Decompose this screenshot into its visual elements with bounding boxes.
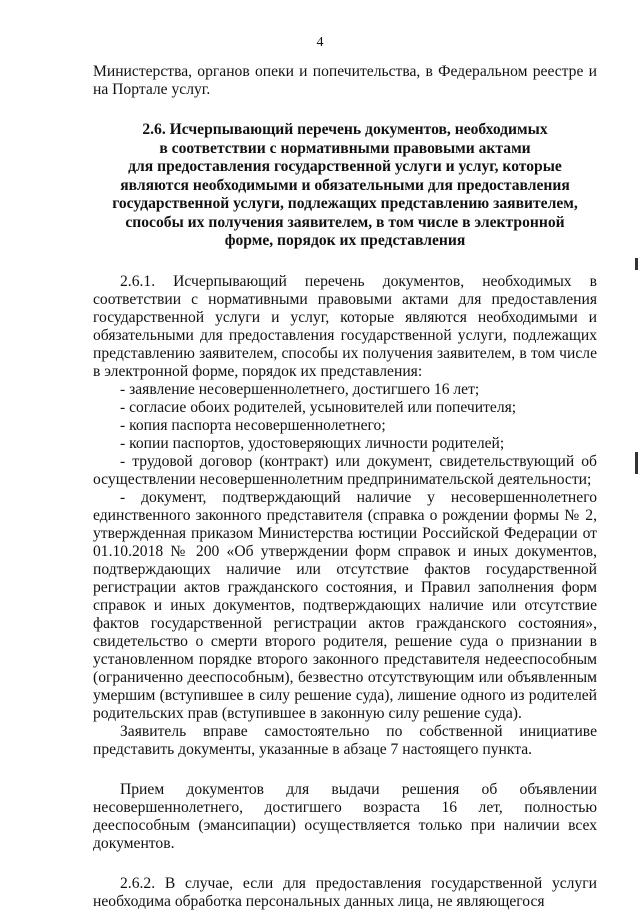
paragraph-2-6-2: 2.6.2. В случае, если для предоставления государственной услуги необходима обработка персональных данных лица, не являющегося — [93, 874, 597, 910]
list-item: - документ, подтверждающий наличие у несовершеннолетнего единственного законного представителя (справка о рождении формы № 2, утвержденная приказом Министерства юстиции Российской Федерации от 01.10.2018 № 200 «Об утверждении форм справок и иных документов, подтверждающих наличие или отсутствие фактов государственной регистрации актов гражданского состояния, и Правил заполнения форм справок и иных документов, подтверждающих наличие или отсутствие фактов государственной регистрации актов гражданского состояния», свидетельство о смерти второго родителя, решение суда о признании в установленном порядке второго законного представителя недееспособным (ограниченно дееспособным), безвестно отсутствующим или объявленным умершим (вступившее в силу решение суда), лишение одного из родителей родительских прав (вступившее в законную силу решение суда). — [93, 488, 597, 722]
list-item: - согласие обоих родителей, усыновителей или попечителя; — [120, 398, 517, 416]
heading-line: для предоставления государственной услуги и услуг, которые — [128, 158, 562, 175]
heading-line: форме, порядок их представления — [224, 232, 466, 249]
heading-line: в соответствии с нормативными правовыми актами — [159, 139, 531, 157]
heading-line: 2.6. Исчерпывающий перечень документов, необходимых — [142, 121, 548, 138]
document-body — [93, 63, 597, 911]
list-item: - трудовой договор (контракт) или документ, свидетельствующий об осуществлении несовершеннолетним предпринимательской деятельности; — [93, 452, 597, 488]
heading-line: государственной услуги, подлежащих представлению заявителем, — [112, 195, 578, 212]
heading-line: являются необходимыми и обязательными для предоставления — [120, 176, 570, 194]
list-item: - заявление несовершеннолетнего, достигшего 16 лет; — [120, 380, 480, 398]
list-item: - копия паспорта несовершеннолетнего; — [120, 416, 386, 434]
applicant-paragraph: Заявитель вправе самостоятельно по собственной инициативе представить документы, указанные в абзаце 7 настоящего пункта. — [93, 722, 597, 758]
list-item: - копии паспортов, удостоверяющих личности родителей; — [120, 434, 505, 452]
scan-artifact — [635, 452, 638, 474]
paragraph-2-6-1: 2.6.1. Исчерпывающий перечень документов, необходимых в соответствии с нормативными правовыми актами для предоставления государственной услуги и услуг, которые являются необходимыми и обязательными для предоставления государственной услуги, подлежащих представлению заявителем, способы их получения заявителем, в том числе в электронной форме, порядок их представления: — [93, 272, 597, 380]
scan-artifact — [635, 258, 638, 270]
heading-line: способы их получения заявителем, в том числе в электронной — [125, 213, 565, 231]
intro-paragraph: Министерства, органов опеки и попечительства, в Федеральном реестре и на Портале услуг. — [93, 63, 597, 98]
section-heading — [93, 121, 597, 251]
reception-paragraph: Прием документов для выдачи решения об объявлении несовершеннолетнего, достигшего возраста 16 лет, полностью дееспособным (эмансипации) осуществляется только при наличии всех документов. — [93, 780, 597, 852]
page-number: 4 — [316, 35, 324, 50]
